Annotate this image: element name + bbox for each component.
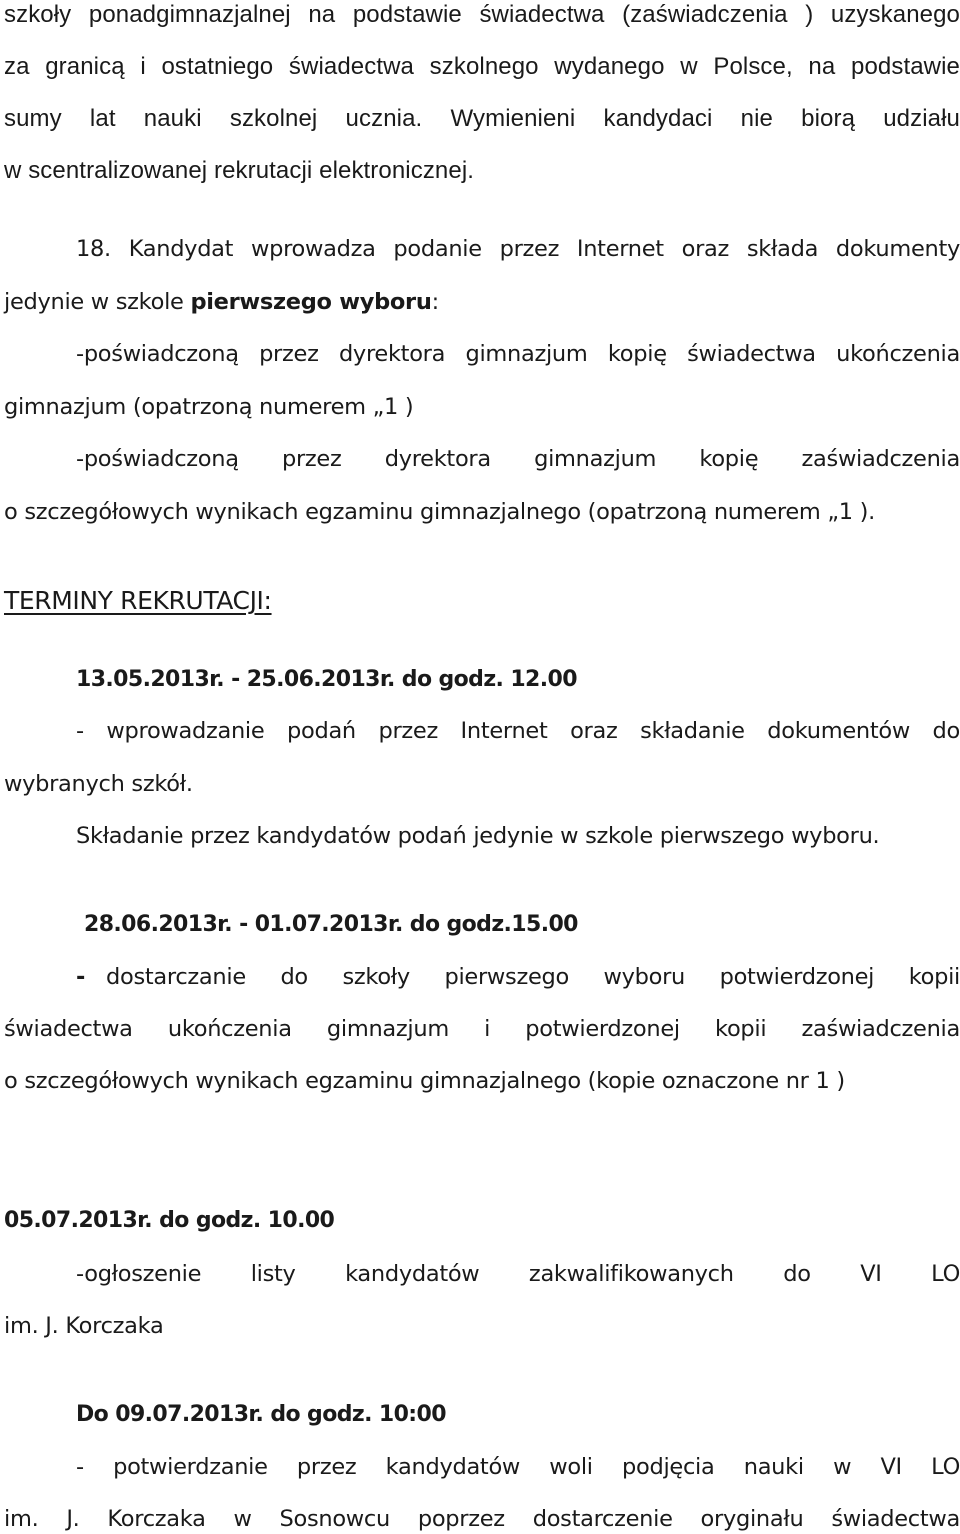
paragraph-text: jedynie w szkole xyxy=(4,289,191,315)
term-description-line: im. J. Korczaka w Sosnowcu poprzez dostarczenie oryginału świadectwa xyxy=(4,1506,960,1532)
term-description-line: dostarczanie do szkoły pierwszego wyboru potwierdzonej kopii xyxy=(106,964,960,990)
term-description-line: - wprowadzanie podań przez Internet oraz składanie dokumentów do xyxy=(76,718,960,744)
term-date: 28.06.2013r. - 01.07.2013r. do godz.15.00 xyxy=(84,912,578,937)
term-description-line: wybranych szkół. xyxy=(4,771,193,797)
term-dash: - xyxy=(76,964,86,990)
paragraph-text: : xyxy=(431,289,439,315)
paragraph-line: w scentralizowanej rekrutacji elektronicznej. xyxy=(4,157,475,184)
list-item-line: -poświadczoną przez dyrektora gimnazjum kopię zaświadczenia xyxy=(76,446,960,472)
term-description-line: -ogłoszenie listy kandydatów zakwalifikowanych do VI LO xyxy=(76,1261,960,1287)
paragraph-line: szkoły ponadgimnazjalnej na podstawie świadectwa (zaświadczenia ) uzyskanego xyxy=(4,1,960,28)
paragraph-line: za granicą i ostatniego świadectwa szkolnego wydanego w Polsce, na podstawie xyxy=(4,53,960,80)
term-description-line: świadectwa ukończenia gimnazjum i potwierdzonej kopii zaświadczenia xyxy=(4,1016,960,1042)
term-description-line: Składanie przez kandydatów podań jedynie w szkole pierwszego wyboru. xyxy=(76,823,880,849)
term-description-line: im. J. Korczaka xyxy=(4,1313,164,1339)
list-item-line: -poświadczoną przez dyrektora gimnazjum kopię świadectwa ukończenia xyxy=(76,341,960,367)
term-date: 05.07.2013r. do godz. 10.00 xyxy=(4,1208,335,1233)
list-item-line: gimnazjum (opatrzoną numerem „1 ) xyxy=(4,394,414,420)
emphasis-text: pierwszego wyboru xyxy=(190,289,432,315)
term-description-line: - potwierdzanie przez kandydatów woli podjęcia nauki w VI LO xyxy=(76,1454,960,1480)
term-date: Do 09.07.2013r. do godz. 10:00 xyxy=(76,1402,446,1427)
paragraph-line: 18. Kandydat wprowadza podanie przez Internet oraz składa dokumenty xyxy=(76,236,960,262)
paragraph-line xyxy=(4,287,960,317)
term-date: 13.05.2013r. - 25.06.2013r. do godz. 12.00 xyxy=(76,667,577,692)
paragraph-line: sumy lat nauki szkolnej ucznia. Wymienieni kandydaci nie biorą udziału xyxy=(4,105,960,132)
list-item-line: o szczegółowych wynikach egzaminu gimnazjalnego (opatrzoną numerem „1 ). xyxy=(4,499,875,525)
term-description-line: o szczegółowych wynikach egzaminu gimnazjalnego (kopie oznaczone nr 1 ) xyxy=(4,1068,845,1094)
section-heading: TERMINY REKRUTACJI: xyxy=(4,586,272,615)
